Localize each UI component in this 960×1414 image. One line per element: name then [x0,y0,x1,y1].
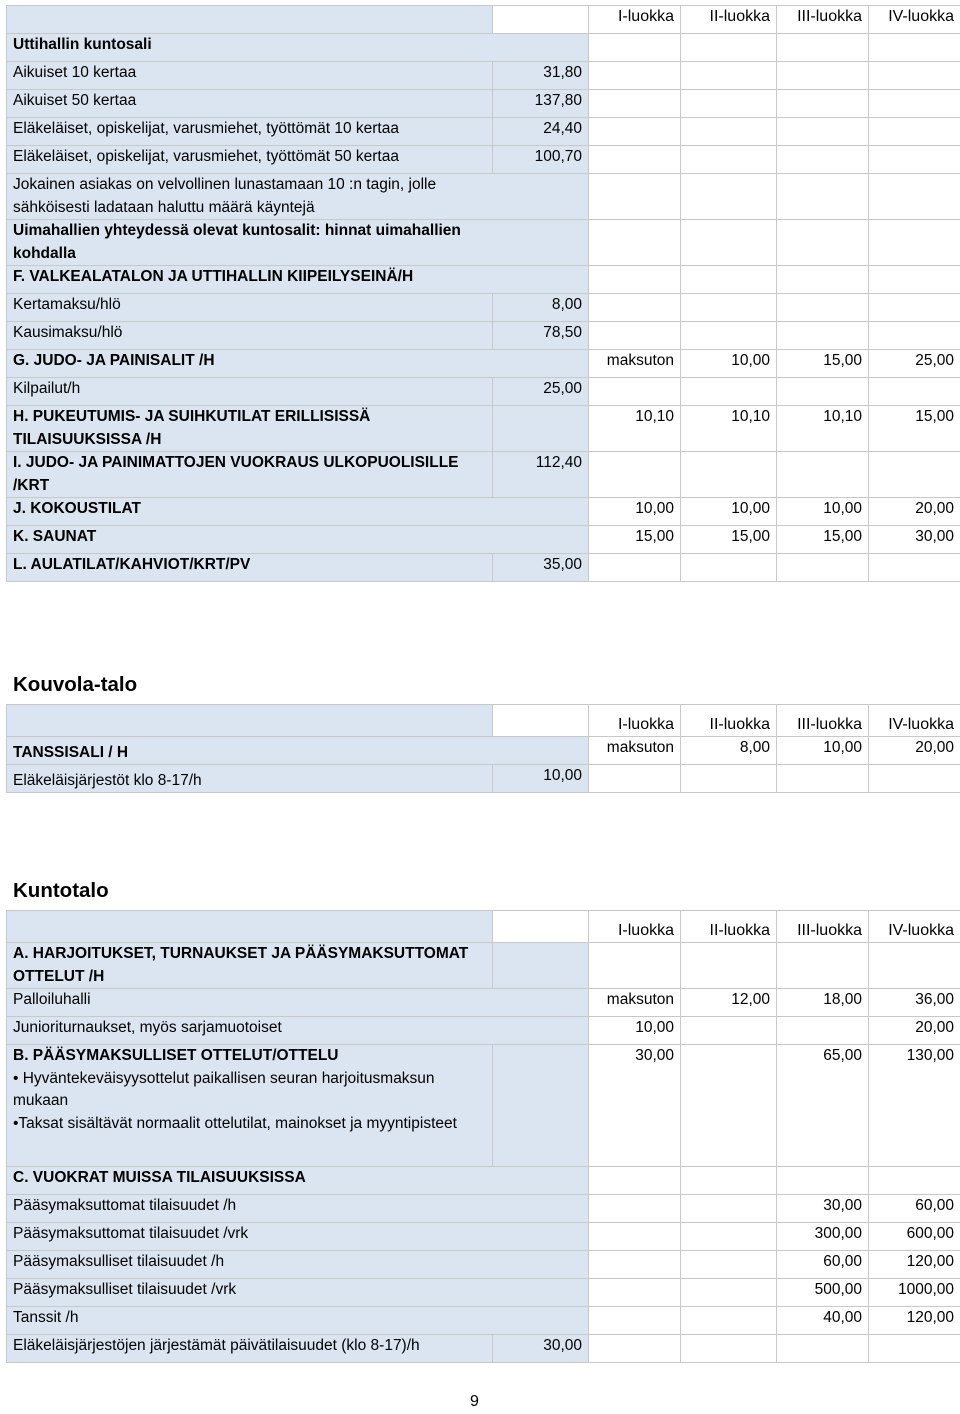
price-class-2 [681,1017,777,1045]
base-price: 137,80 [493,90,589,118]
row-label: TANSSISALI / H [7,737,589,765]
row-label: Pääsymaksulliset tilaisuudet /vrk [7,1279,589,1307]
price-class-1: 10,10 [589,406,681,452]
base-price: 24,40 [493,118,589,146]
price-class-3: 10,00 [777,498,869,526]
row-label: Tanssit /h [7,1307,589,1335]
row-label: Palloiluhalli [7,989,589,1017]
row-label: F. VALKEALATALON JA UTTIHALLIN KIIPEILYSEINÄ/H [7,266,589,294]
price-class-2: 10,10 [681,406,777,452]
row-label: J. KOKOUSTILAT [7,498,589,526]
price-class-4: 130,00 [869,1045,960,1167]
table-row [7,1017,960,1045]
table-row [7,943,960,989]
price-class-4: 36,00 [869,989,960,1017]
class-4-header: IV-luokka [869,6,960,34]
price-class-4: 600,00 [869,1223,960,1251]
row-label: C. VUOKRAT MUISSA TILAISUUKSISSA [7,1167,589,1195]
euro-column-header [493,6,589,34]
price-class-1: maksuton [589,737,681,765]
price-class-2: 10,00 [681,498,777,526]
base-price: 112,40 [493,452,589,498]
table-row [7,146,960,174]
price-class-3: 15,00 [777,350,869,378]
price-class-2: 12,00 [681,989,777,1017]
base-price: 25,00 [493,378,589,406]
row-label: Pääsymaksulliset tilaisuudet /h [7,1251,589,1279]
table-row [7,452,960,498]
row-label-group [7,1045,493,1167]
euro-column-header [493,911,589,943]
price-class-3: 30,00 [777,1195,869,1223]
price-class-4: 20,00 [869,498,960,526]
base-price: 78,50 [493,322,589,350]
price-class-1: 10,00 [589,498,681,526]
table-row [7,62,960,90]
table-row [7,737,960,765]
class-1-header: I-luokka [589,6,681,34]
price-class-4: 60,00 [869,1195,960,1223]
base-price: 30,00 [493,1335,589,1363]
table-row [7,498,960,526]
section-title-kouvola-talo: Kouvola-talo [13,673,138,696]
table-row [7,1195,960,1223]
table-row [7,1251,960,1279]
class-4-header: IV-luokka [869,911,960,943]
row-label: Junioriturnaukset, myös sarjamuotoiset [7,1017,589,1045]
price-class-4: 30,00 [869,526,960,554]
table-row [7,350,960,378]
base-price: 31,80 [493,62,589,90]
price-class-3: 60,00 [777,1251,869,1279]
table-row [7,989,960,1017]
base-price: 35,00 [493,554,589,582]
class-3-header: III-luokka [777,705,869,737]
class-2-header: II-luokka [681,705,777,737]
price-class-3: 10,10 [777,406,869,452]
table-header-row [7,911,960,943]
price-class-2: 15,00 [681,526,777,554]
row-label: Pääsymaksuttomat tilaisuudet /h [7,1195,589,1223]
price-class-4: 1000,00 [869,1279,960,1307]
bullet-note: • Hyväntekeväisyysottelut paikallisen seuran harjoitusmaksun mukaan [13,1069,435,1109]
page-number: 9 [470,1393,479,1410]
price-class-1: maksuton [589,989,681,1017]
table-row [7,526,960,554]
row-label: Eläkeläiset, opiskelijat, varusmiehet, työttömät 10 kertaa [7,118,493,146]
price-class-2 [681,1045,777,1167]
price-class-4: 25,00 [869,350,960,378]
table-row [7,1045,960,1167]
table-row [7,765,960,793]
price-class-3: 65,00 [777,1045,869,1167]
row-label: I. JUDO- JA PAINIMATTOJEN VUOKRAUS ULKOPUOLISILLE /KRT [7,452,493,498]
table-row [7,1335,960,1363]
table-header-row [7,705,960,737]
table-row [7,322,960,350]
table-row [7,406,960,452]
row-label: A. HARJOITUKSET, TURNAUKSET JA PÄÄSYMAKSUTTOMAT OTTELUT /H [7,943,493,989]
class-3-header: III-luokka [777,911,869,943]
table-row [7,554,960,582]
row-label: Uimahallien yhteydessä olevat kuntosalit: hinnat uimahallien kohdalla [7,220,589,266]
price-class-4: 20,00 [869,737,960,765]
row-label: Kausimaksu/hlö [7,322,493,350]
table-row [7,90,960,118]
row-label: Kertamaksu/hlö [7,294,493,322]
table-row [7,1307,960,1335]
price-class-2: 10,00 [681,350,777,378]
row-label: B. PÄÄSYMAKSULLISET OTTELUT/OTTELU [13,1047,339,1064]
class-2-header: II-luokka [681,6,777,34]
table-row [7,174,960,220]
price-class-4: 20,00 [869,1017,960,1045]
row-label: L. AULATILAT/KAHVIOT/KRT/PV [7,554,493,582]
table-row [7,1223,960,1251]
price-class-3: 40,00 [777,1307,869,1335]
row-label: Eläkeläisjärjestöt klo 8-17/h [7,765,493,793]
base-price: 8,00 [493,294,589,322]
price-table-kouvola-talo [6,704,960,793]
class-2-header: II-luokka [681,911,777,943]
price-table-uttihalli [6,5,960,582]
table-row [7,294,960,322]
row-label: Kilpailut/h [7,378,493,406]
price-class-3: 300,00 [777,1223,869,1251]
row-label: H. PUKEUTUMIS- JA SUIHKUTILAT ERILLISISSÄ TILAISUUKSISSA /H [7,406,493,452]
table-row [7,1279,960,1307]
section-title-kuntotalo: Kuntotalo [13,879,109,902]
price-class-1: maksuton [589,350,681,378]
table-row [7,266,960,294]
table-row [7,118,960,146]
price-class-1: 30,00 [589,1045,681,1167]
price-class-4: 120,00 [869,1307,960,1335]
row-label: Uttihallin kuntosali [7,34,589,62]
table-header-row [7,6,960,34]
price-table-kuntotalo [6,910,960,1363]
row-label: G. JUDO- JA PAINISALIT /H [7,350,589,378]
row-label: Eläkeläiset, opiskelijat, varusmiehet, työttömät 50 kertaa [7,146,493,174]
price-class-4: 15,00 [869,406,960,452]
table-row [7,34,960,62]
row-label: K. SAUNAT [7,526,589,554]
bullet-note: •Taksat sisältävät normaalit ottelutilat, mainokset ja myyntipisteet [13,1114,457,1132]
price-class-3: 15,00 [777,526,869,554]
price-class-3: 18,00 [777,989,869,1017]
row-label: Aikuiset 50 kertaa [7,90,493,118]
price-class-3 [777,1017,869,1045]
row-label: Eläkeläisjärjestöjen järjestämät päivätilaisuudet (klo 8-17)/h [7,1335,493,1363]
price-class-2: 8,00 [681,737,777,765]
price-class-1: 10,00 [589,1017,681,1045]
price-class-1: 15,00 [589,526,681,554]
class-1-header: I-luokka [589,911,681,943]
price-class-3: 500,00 [777,1279,869,1307]
table-row [7,220,960,266]
row-label: Pääsymaksuttomat tilaisuudet /vrk [7,1223,589,1251]
class-3-header: III-luokka [777,6,869,34]
price-class-4: 120,00 [869,1251,960,1279]
row-label: Jokainen asiakas on velvollinen lunastamaan 10 :n tagin, jolle sähköisesti ladataan haluttu määrä käyntejä [7,174,589,220]
price-class-3: 10,00 [777,737,869,765]
table-row [7,1167,960,1195]
row-label: Aikuiset 10 kertaa [7,62,493,90]
class-1-header: I-luokka [589,705,681,737]
table-row [7,378,960,406]
base-price: 10,00 [493,765,589,793]
euro-column-header [493,705,589,737]
base-price: 100,70 [493,146,589,174]
class-4-header: IV-luokka [869,705,960,737]
